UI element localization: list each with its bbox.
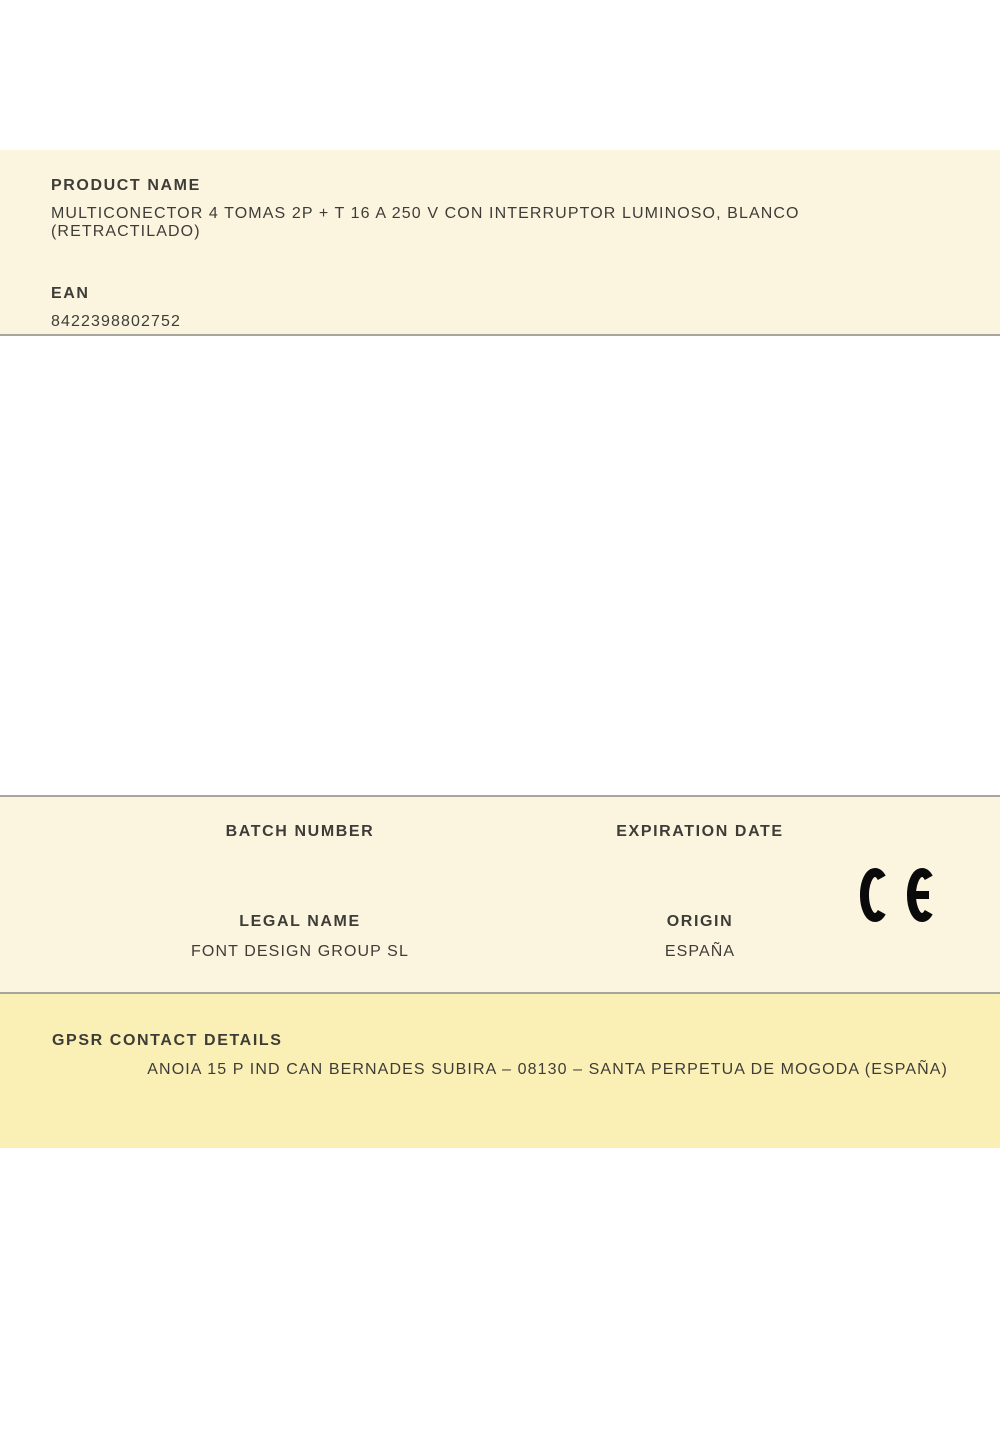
batch-number-field bbox=[100, 823, 500, 841]
legal-name-label: LEGAL NAME bbox=[239, 913, 361, 930]
gpsr-label: GPSR CONTACT DETAILS bbox=[52, 1032, 283, 1049]
product-name-value: MULTICONECTOR 4 TOMAS 2P + T 16 A 250 V CON INTERRUPTOR LUMINOSO, BLANCO (RETRACTILADO) bbox=[51, 205, 800, 240]
product-name-label: PRODUCT NAME bbox=[51, 177, 201, 194]
batch-number-label: BATCH NUMBER bbox=[225, 823, 375, 840]
legal-origin-row bbox=[100, 913, 900, 961]
gpsr-section bbox=[0, 994, 1000, 1148]
legal-name-field bbox=[100, 913, 500, 961]
ean-value: 8422398802752 bbox=[51, 313, 181, 330]
product-name-field bbox=[51, 177, 949, 241]
ce-mark-icon bbox=[860, 865, 940, 925]
expiration-date-field bbox=[500, 823, 900, 841]
label-document bbox=[0, 150, 1000, 1148]
product-section bbox=[0, 150, 1000, 336]
origin-label: ORIGIN bbox=[666, 913, 734, 930]
ean-label: EAN bbox=[51, 285, 90, 302]
origin-field bbox=[500, 913, 900, 961]
legal-name-value: FONT DESIGN GROUP SL bbox=[191, 943, 409, 960]
batch-expiration-row bbox=[100, 823, 900, 841]
gpsr-value: ANOIA 15 P IND CAN BERNADES SUBIRA – 08130 – SANTA PERPETUA DE MOGODA (ESPAÑA) bbox=[147, 1061, 948, 1078]
ean-field bbox=[51, 285, 949, 331]
batch-section bbox=[0, 795, 1000, 994]
expiration-date-label: EXPIRATION DATE bbox=[616, 823, 784, 840]
origin-value: ESPAÑA bbox=[664, 943, 736, 960]
